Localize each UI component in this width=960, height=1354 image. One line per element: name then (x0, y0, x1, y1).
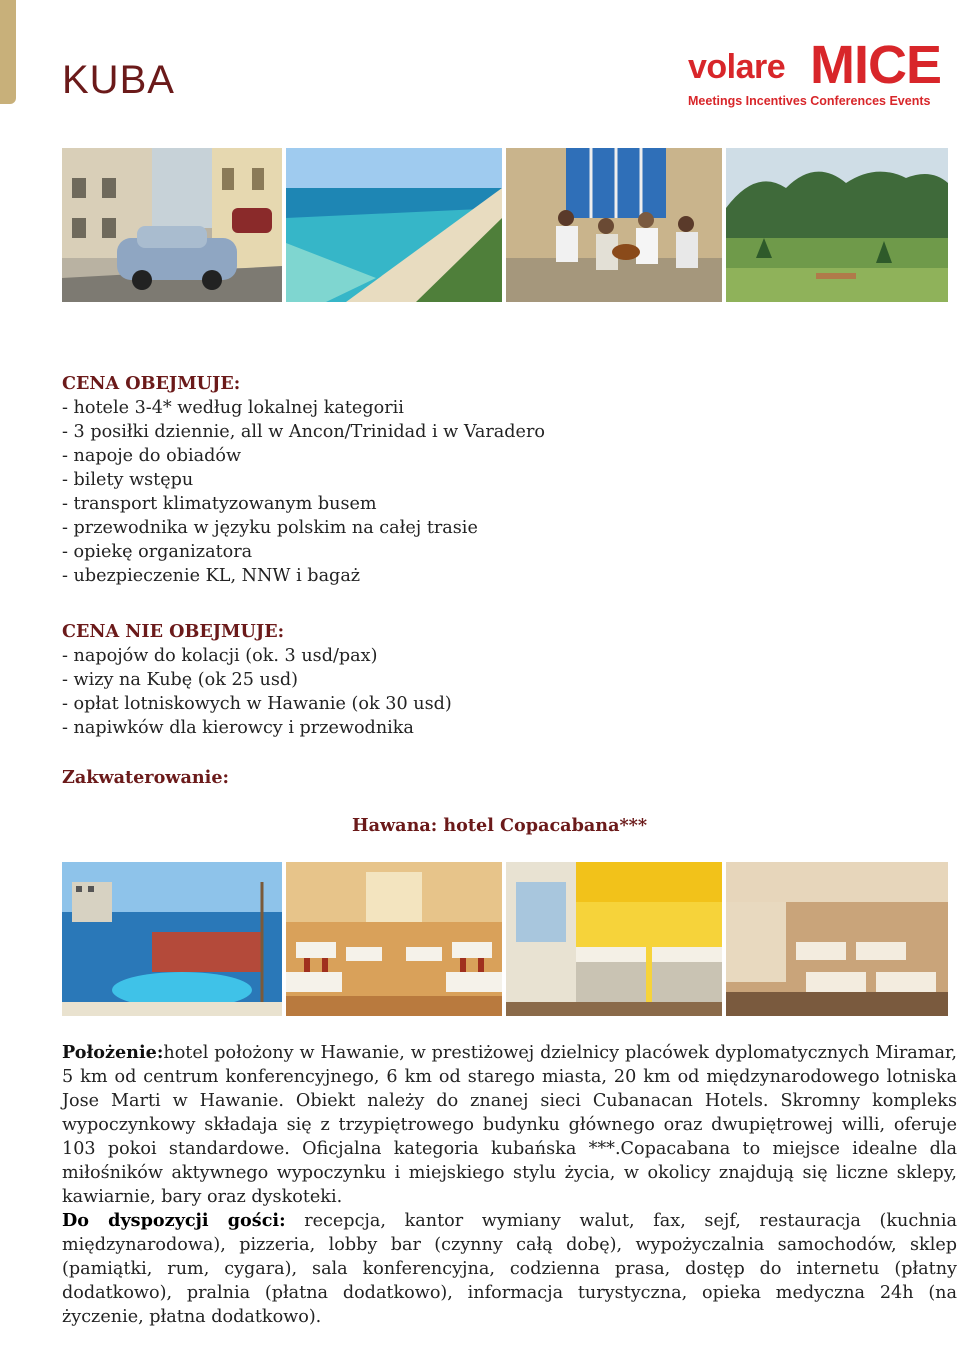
facilities-label: Do dyspozycji gości: (62, 1210, 286, 1231)
excluded-heading: CENA NIE OBEJMUJE: (62, 621, 285, 642)
top-photo-strip (62, 148, 948, 302)
location-text: hotel położony w Hawanie, w prestiżowej dzielnicy placówek dyplomatycznych Miramar, 5 km od centrum konferencyjnego, 6 km od starego miasta, 20 km od międzynarodowego lotniska Jose Marti w Hawanie. Obiekt należy do znanej sieci Cubanacan Hotels. Skromny kompleks wypoczynkowy składaja się z trzypiętrowego budynku głównego oraz dwupiętrowej willi, oferuje 103 pokoi standardowe. Oficjalna kategoria kubańska ***.Copacabana to miejsce idealne dla miłośników aktywnego wypoczynku i miejskiego stylu życia, w okolicy znajdują się liczne sklepy, kawiarnie, bary oraz dyskoteki. (62, 1043, 957, 1207)
hotel-photo-strip (62, 862, 948, 1016)
location-label: Położenie: (62, 1042, 164, 1063)
included-heading: CENA OBEJMUJE: (62, 373, 241, 394)
included-item: - opiekę organizatora (62, 542, 253, 562)
facilities-text: recepcja, kantor wymiany walut, fax, sejf, restauracja (kuchnia międzynarodowa), pizzeria, lobby bar (czynny całą dobę), wypożyczalnia samochodów, sklep (pamiątki, rum, cygara), sala konferencyjna, codzienna prasa, dostęp do internetu (płatny dodatkowo), pralnia (płatna dodatkowo), informacja turystyczna, opieka medyczna 24h (na życzenie, płatna dodatkowo). (62, 1211, 957, 1327)
hotel-description (62, 1041, 957, 1329)
page-tab-marker (0, 0, 16, 104)
hotel-lobby-photo (726, 862, 948, 1016)
excluded-item: - napojów do kolacji (ok. 3 usd/pax) (62, 646, 378, 666)
logo-tagline: Meetings Incentives Conferences Events (688, 94, 931, 108)
accommodation-heading: Zakwaterowanie: (62, 767, 230, 788)
included-item: - hotele 3-4* według lokalnej kategorii (62, 398, 404, 418)
excluded-item: - napiwków dla kierowcy i przewodnika (62, 718, 414, 738)
hotel-bedroom-photo (506, 862, 722, 1016)
hotel-restaurant-photo (286, 862, 502, 1016)
vinales-valley-photo (726, 148, 948, 302)
included-item: - bilety wstępu (62, 470, 194, 490)
volare-mice-logo (688, 35, 950, 110)
included-item: - 3 posiłki dziennie, all w Ancon/Trinidad i w Varadero (62, 422, 545, 442)
havana-street-classic-car-photo (62, 148, 282, 302)
excluded-item: - wizy na Kubę (ok 25 usd) (62, 670, 298, 690)
logo-brand: volare (688, 48, 786, 86)
hotel-pool-seaside-photo (62, 862, 282, 1016)
included-item: - transport klimatyzowanym busem (62, 494, 377, 514)
cuban-musicians-photo (506, 148, 722, 302)
hotel-title: Hawana: hotel Copacabana*** (352, 815, 648, 836)
included-item: - przewodnika w języku polskim na całej trasie (62, 518, 478, 538)
caribbean-beach-photo (286, 148, 502, 302)
included-item: - napoje do obiadów (62, 446, 242, 466)
page-title: KUBA (62, 58, 175, 102)
logo-brand-suffix: MICE (810, 35, 941, 95)
included-item: - ubezpieczenie KL, NNW i bagaż (62, 566, 361, 586)
excluded-section (62, 620, 958, 740)
excluded-item: - opłat lotniskowych w Hawanie (ok 30 usd) (62, 694, 452, 714)
included-section (62, 372, 958, 588)
